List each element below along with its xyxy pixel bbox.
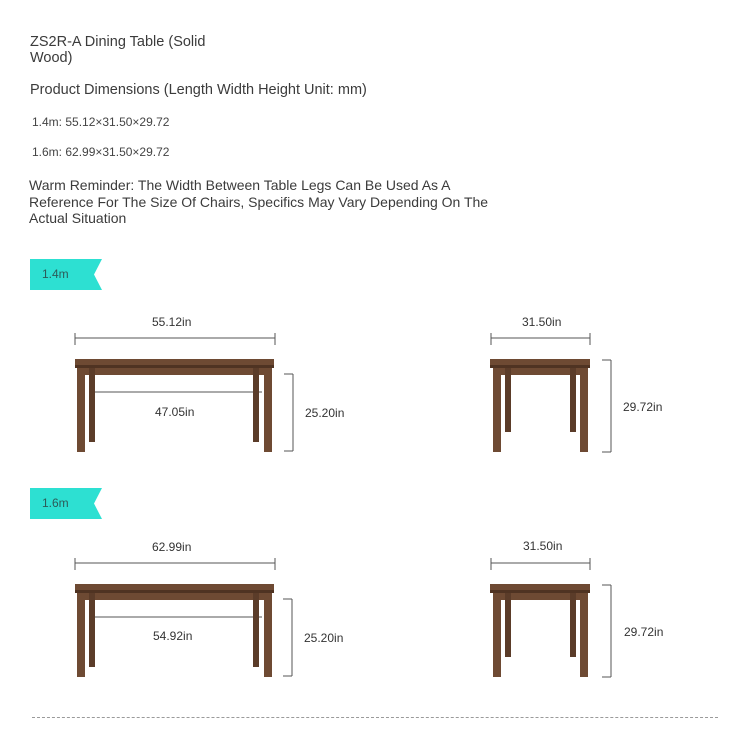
size-tag-label: 1.4m [42, 267, 69, 281]
side-height-label: 29.72in [623, 400, 663, 414]
front-length-label: 55.12in [152, 315, 192, 329]
front-height-label: 25.20in [304, 631, 344, 645]
dimension-line-1-6m: 1.6m: 62.99×31.50×29.72 [32, 145, 170, 159]
leg-span-label: 54.92in [153, 629, 193, 643]
bottom-divider [32, 717, 718, 718]
product-title: ZS2R-A Dining Table (Solid Wood) [30, 34, 206, 66]
front-length-label: 62.99in [152, 540, 192, 554]
side-view-table-1-4m [0, 300, 750, 460]
warm-reminder: Warm Reminder: The Width Between Table Legs Can Be Used As A Reference For The Size Of Chairs, Specifics May Vary Depending On The Actual Situation [29, 177, 489, 226]
size-tag-1-4m [30, 259, 102, 290]
dimensions-heading: Product Dimensions (Length Width Height Unit: mm) [30, 82, 367, 98]
front-height-label: 25.20in [305, 406, 345, 420]
side-width-label: 31.50in [523, 539, 563, 553]
leg-span-label: 47.05in [155, 405, 195, 419]
side-height-label: 29.72in [624, 625, 664, 639]
side-view-table-1-6m [0, 526, 750, 686]
size-tag-label: 1.6m [42, 496, 69, 510]
dimension-line-1-4m: 1.4m: 55.12×31.50×29.72 [32, 115, 170, 129]
size-tag-1-6m [30, 488, 102, 519]
side-width-label: 31.50in [522, 315, 562, 329]
